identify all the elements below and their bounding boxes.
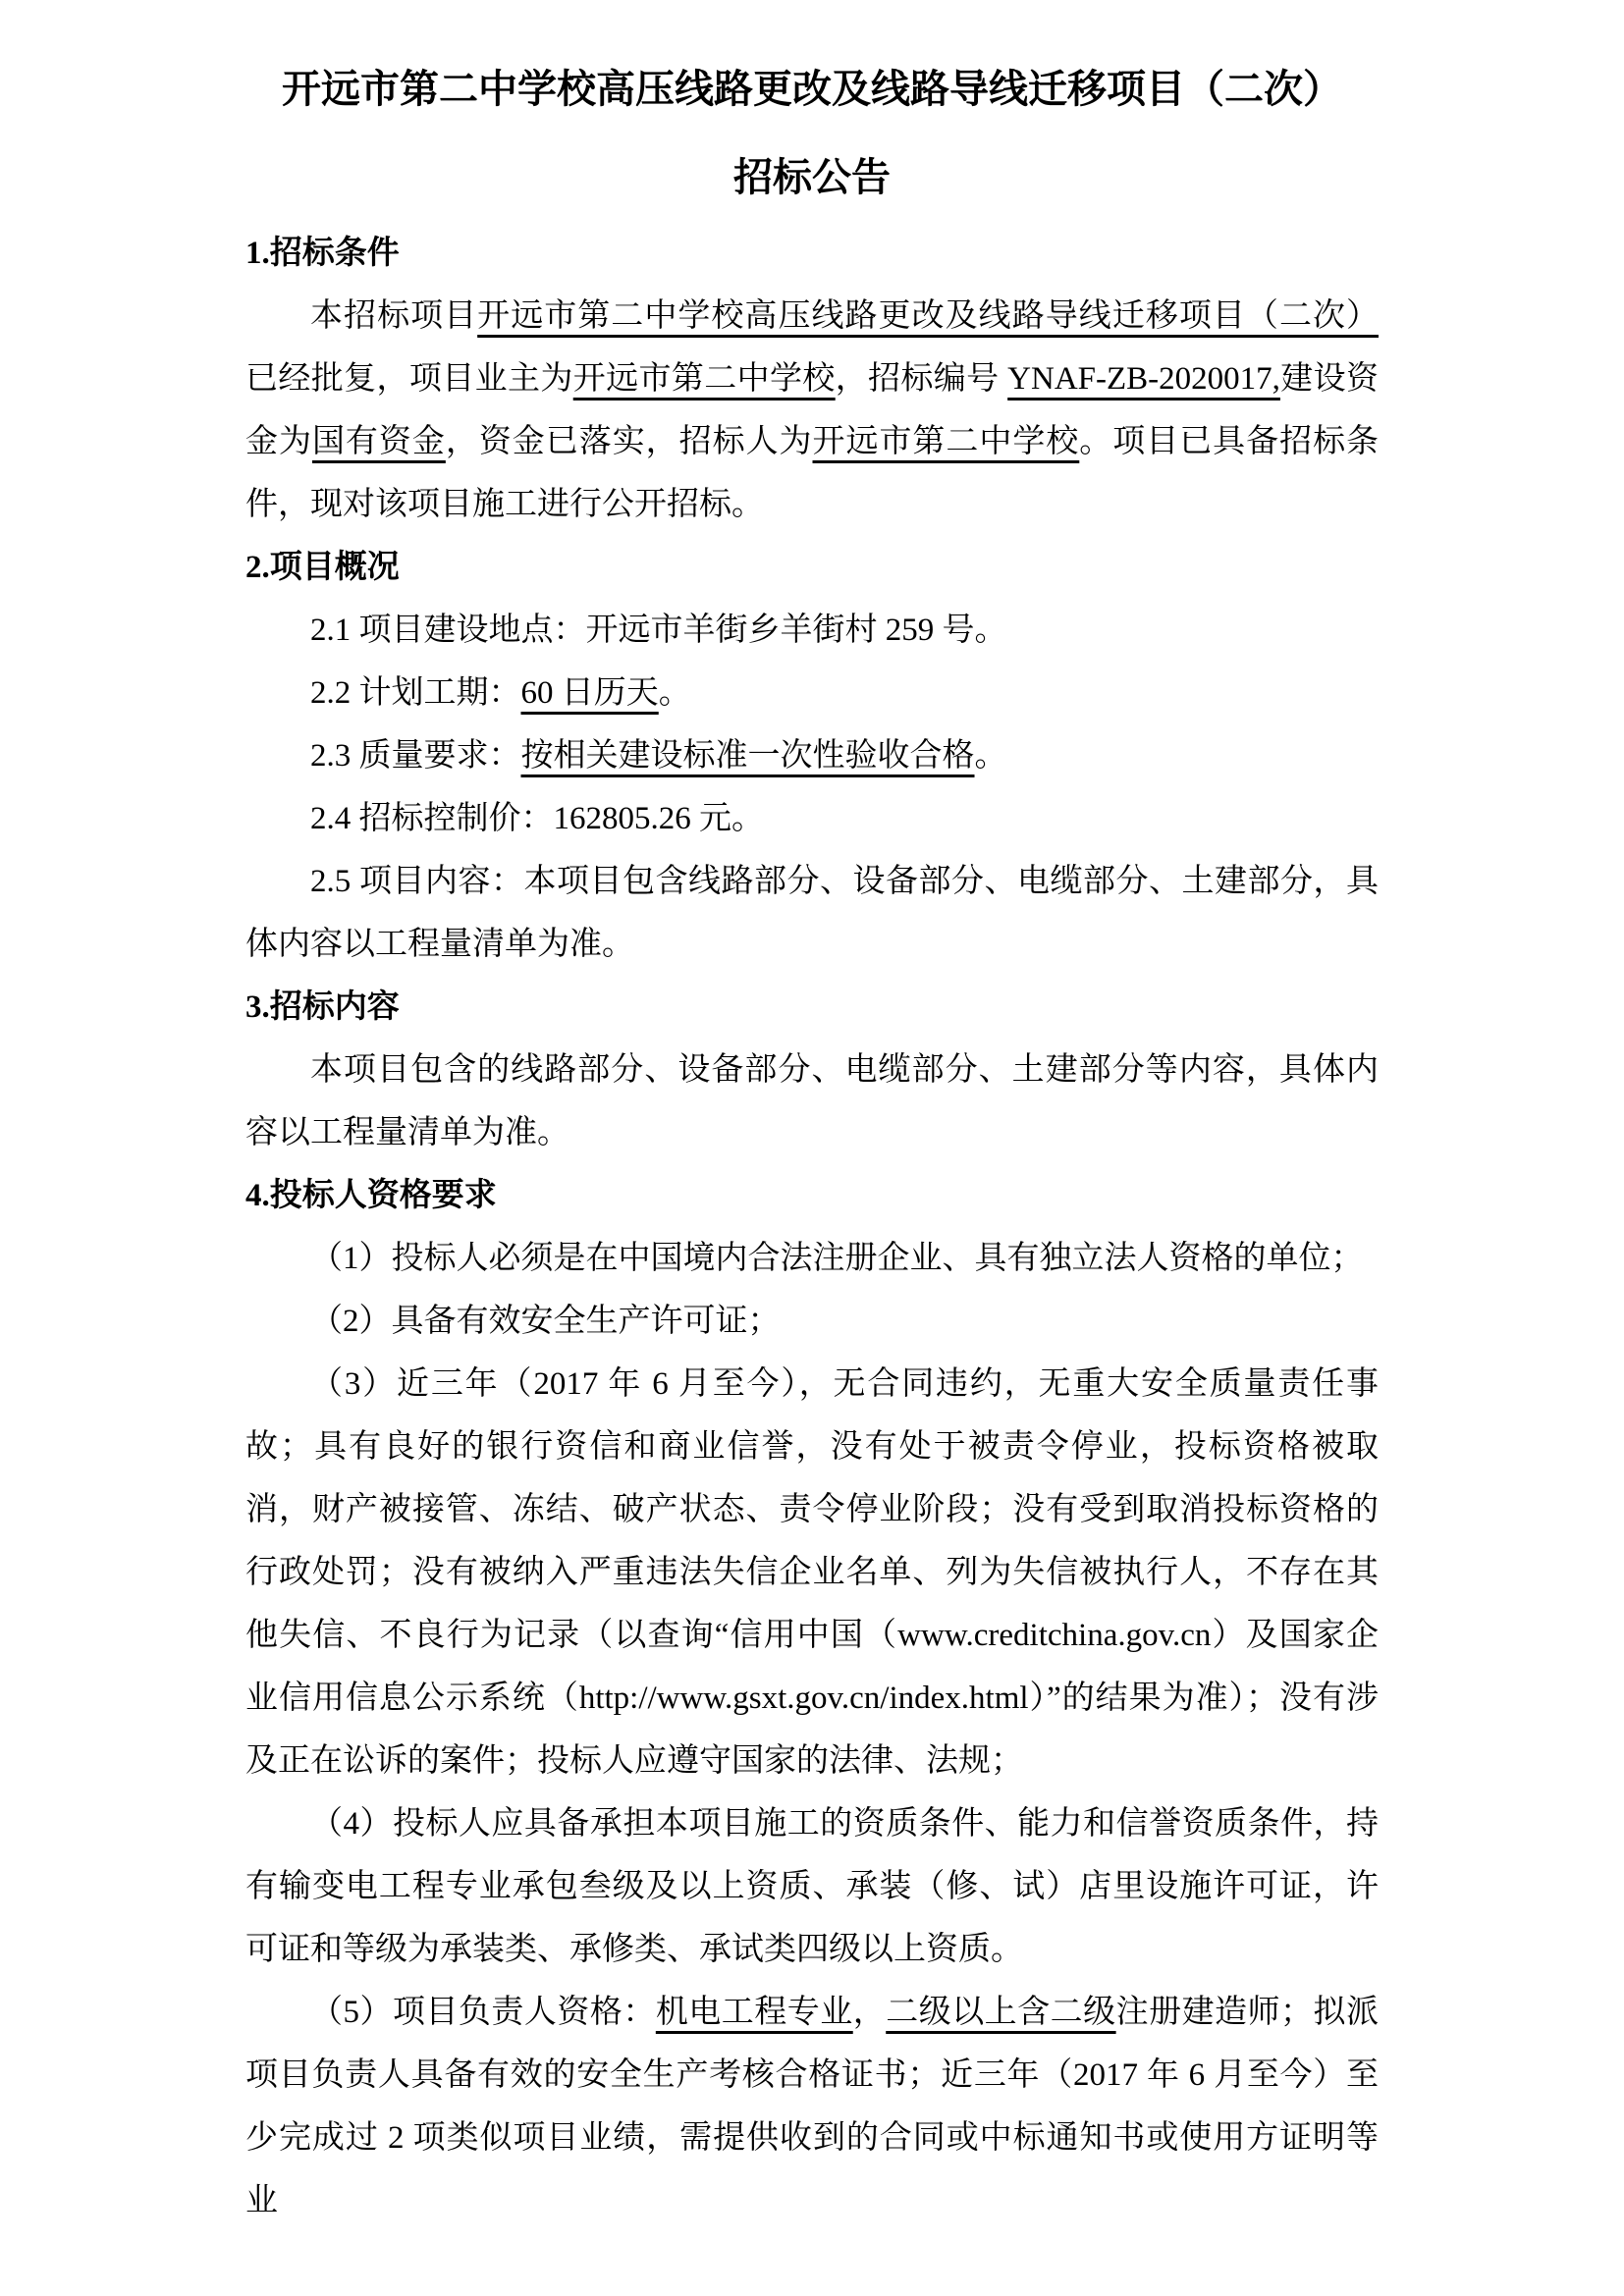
section-3-heading: 3.招标内容: [245, 989, 400, 1025]
text-run: （2）具备有效安全生产许可证；: [310, 1304, 781, 1339]
section-project-overview: [245, 536, 1379, 976]
text-run: 。项目已具备招标条件，现对该项目施工进行公开招标。: [245, 424, 1380, 522]
text-run: （5）项目负责人资格：: [310, 1995, 656, 2030]
section-bidding-conditions: [245, 222, 1379, 536]
underlined-quality-requirement: 按相关建设标准一次性验收合格: [520, 738, 975, 774]
underlined-fund-source: 国有资金: [311, 424, 446, 459]
item-4-3: [245, 1353, 1379, 1792]
item-2-2: [245, 662, 1379, 724]
underlined-tender-number: YNAF-ZB-2020017,: [1007, 361, 1280, 397]
text-run: 2.2 计划工期：: [310, 675, 521, 711]
item-4-1: [245, 1227, 1379, 1290]
underlined-project-name: 开远市第二中学校高压线路更改及线路导线迁移项目（二次）: [477, 298, 1380, 334]
text-run: （1）投标人必须是在中国境内合法注册企业、具有独立法人资格的单位；: [310, 1241, 1364, 1276]
section-2-heading: 2.项目概况: [245, 550, 400, 585]
item-4-4: [245, 1792, 1379, 1981]
text-run: 注册建造师；拟派项目负责人具备有效的安全生产考核合格证书；近三年（2017 年 6 月至今）至少完成过 2 项类似项目业绩，需提供收到的合同或中标通知书或使用方证明等业: [245, 1995, 1380, 2218]
section-1-heading: 1.招标条件: [245, 236, 400, 271]
item-4-2: [245, 1290, 1379, 1353]
text-run: ，招标编号: [835, 361, 1008, 397]
text-run: 2.3 质量要求：: [310, 738, 521, 774]
section-4-heading: 4.投标人资格要求: [245, 1178, 497, 1213]
text-run: 建设资金为: [245, 361, 1380, 459]
section-3-paragraph: [245, 1039, 1379, 1164]
text-run: 已经批复，项目业主为: [245, 361, 573, 397]
item-2-3: [245, 724, 1379, 787]
text-run: 。: [974, 738, 1007, 774]
text-run: 本招标项目: [310, 298, 478, 334]
text-run: （3）近三年（2017 年 6 月至今），无合同违约，无重大安全质量责任事故；具有良好的银行资信和商业信誉，没有处于被责令停业，投标资格被取消，财产被接管、冻结、破产状态、责令停业阶段；没有受到取消投标资格的行政处罚；没有被纳入严重违法失信企业名单、列为失信被执行人，不存在其他失信、不良行为记录（以查询“信用中国（www.creditchina.gov.cn）及国家企业信用信息公示系统（http://www.gsxt.gov.cn/index.html）”的结果为准）；没有涉及正在讼诉的案件；投标人应遵守国家的法律、法规；: [245, 1366, 1379, 1779]
section-1-paragraph: [245, 285, 1379, 536]
underlined-duration: 60 日历天: [520, 675, 659, 711]
underlined-owner-name: 开远市第二中学校: [572, 361, 836, 397]
text-run: 2.4 招标控制价：162805.26 元。: [310, 801, 764, 836]
section-bidding-content: [245, 976, 1379, 1164]
text-run: 2.1 项目建设地点：开远市羊街乡羊街村 259 号。: [310, 613, 1007, 648]
section-bidder-qualifications: [245, 1164, 1379, 2232]
text-run: （4）投标人应具备承担本项目施工的资质条件、能力和信誉资质条件，持有输变电工程专业承包叁级及以上资质、承装（修、试）店里设施许可证，许可证和等级为承装类、承修类、承试类四级以上资质。: [245, 1806, 1379, 1967]
item-2-1: [245, 599, 1379, 662]
underlined-major: 机电工程专业: [655, 1995, 853, 2030]
underlined-tenderer-name: 开远市第二中学校: [812, 424, 1080, 459]
text-run: 2.5 项目内容：本项目包含线路部分、设备部分、电缆部分、土建部分，具体内容以工程量清单为准。: [245, 864, 1379, 962]
document-title-line1: 开远市第二中学校高压线路更改及线路导线迁移项目（二次）: [282, 67, 1342, 111]
text-run: ，: [852, 1995, 887, 2030]
item-4-5: [245, 1981, 1379, 2232]
text-run: ，资金已落实，招标人为: [445, 424, 813, 459]
underlined-builder-grade: 二级以上含二级: [886, 1995, 1116, 2030]
document-title-line2: 招标公告: [733, 155, 891, 199]
text-run: 本项目包含的线路部分、设备部分、电缆部分、土建部分等内容，具体内容以工程量清单为准。: [245, 1052, 1379, 1150]
item-2-5: [245, 850, 1379, 976]
item-2-4: [245, 787, 1379, 850]
text-run: 。: [658, 675, 691, 711]
